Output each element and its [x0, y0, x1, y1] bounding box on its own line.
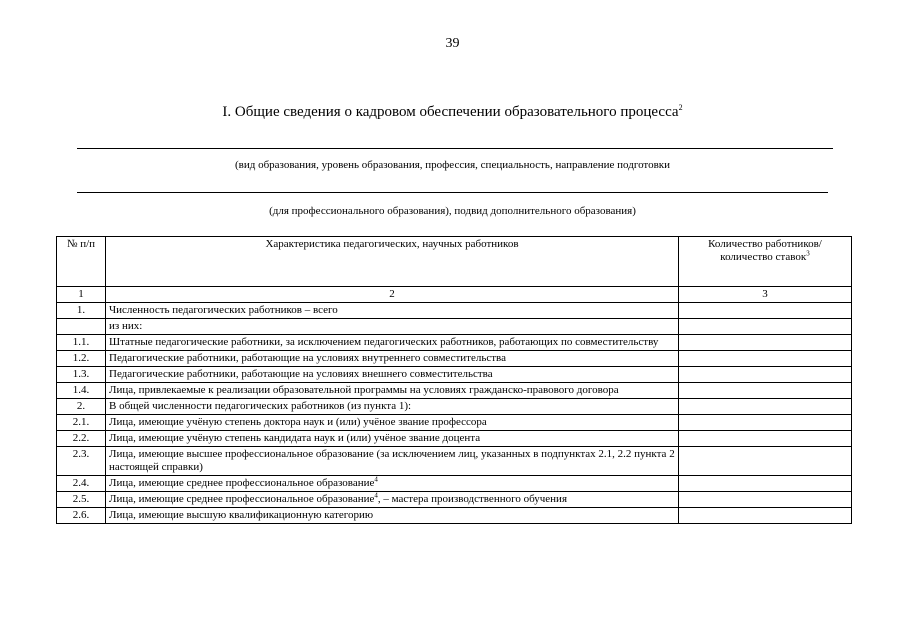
table-row: [57, 383, 852, 399]
document-title: [0, 104, 905, 121]
table-row: [57, 303, 852, 319]
row-description-text: Лица, имеющие среднее профессиональное образование: [109, 493, 375, 505]
row-description-cell: [106, 383, 679, 399]
row-description-cell: [106, 399, 679, 415]
row-description-cell: [106, 335, 679, 351]
footnote-marker: 4: [374, 491, 378, 500]
table-row: [57, 476, 852, 492]
row-description-text: Штатные педагогические работники, за исключением педагогических работников, работающих по совместительству: [109, 336, 659, 348]
row-count-cell[interactable]: [679, 303, 852, 319]
row-number-cell: 2.3.: [57, 447, 106, 476]
footnote-marker: 4: [374, 475, 378, 484]
row-number-cell: 1.1.: [57, 335, 106, 351]
table-row: [57, 399, 852, 415]
table-row: [57, 335, 852, 351]
row-description-text: Численность педагогических работников – всего: [109, 304, 338, 316]
table-header-row: [57, 237, 852, 287]
row-count-cell[interactable]: [679, 351, 852, 367]
row-number-cell: 2.6.: [57, 508, 106, 524]
index-cell: 3: [679, 287, 852, 303]
row-count-cell[interactable]: [679, 383, 852, 399]
row-number-cell: 1.3.: [57, 367, 106, 383]
table-row: [57, 508, 852, 524]
index-cell: 2: [106, 287, 679, 303]
row-description-cell: [106, 303, 679, 319]
fill-in-caption-2: (для профессионального образования), подвид дополнительного образования): [269, 205, 636, 217]
row-number-cell: 1.: [57, 303, 106, 319]
row-description-cell: [106, 319, 679, 335]
row-description-text: Лица, привлекаемые к реализации образовательной программы на условиях гражданско-правового договора: [109, 384, 619, 396]
row-count-cell[interactable]: [679, 476, 852, 492]
row-count-cell[interactable]: [679, 431, 852, 447]
table-row: [57, 447, 852, 476]
index-cell: 1: [57, 287, 106, 303]
table-row: [57, 367, 852, 383]
table-index-row: [57, 287, 852, 303]
row-count-cell[interactable]: [679, 492, 852, 508]
row-description-text: Лица, имеющие высшую квалификационную категорию: [109, 509, 374, 521]
row-description-text: Педагогические работники, работающие на условиях внутреннего совместительства: [109, 352, 506, 364]
row-count-cell[interactable]: [679, 335, 852, 351]
footnote-marker: 2: [678, 103, 683, 112]
document-title-text: I. Общие сведения о кадровом обеспечении образовательного процесса: [222, 104, 679, 120]
table-row: [57, 351, 852, 367]
row-description-text: Лица, имеющие учёную степень доктора наук и (или) учёное звание профессора: [109, 416, 487, 428]
row-count-cell[interactable]: [679, 415, 852, 431]
staffing-table: [56, 236, 852, 524]
fill-in-caption-1: (вид образования, уровень образования, профессия, специальность, направление подготовки: [234, 159, 671, 171]
fill-in-line-2: [77, 192, 828, 193]
row-count-cell[interactable]: [679, 367, 852, 383]
table-row: [57, 431, 852, 447]
row-number-cell: 2.2.: [57, 431, 106, 447]
row-count-cell[interactable]: [679, 319, 852, 335]
row-number-cell: 1.4.: [57, 383, 106, 399]
row-description-text: В общей численности педагогических работников (из пункта 1):: [109, 400, 412, 412]
row-description-cell: [106, 431, 679, 447]
row-description-cell: [106, 351, 679, 367]
row-count-cell[interactable]: [679, 399, 852, 415]
row-number-cell: 2.5.: [57, 492, 106, 508]
table-row: [57, 492, 852, 508]
row-number-cell: [57, 319, 106, 335]
row-count-cell[interactable]: [679, 508, 852, 524]
row-description-text: из них:: [109, 320, 143, 332]
row-description-text: Лица, имеющие высшее профессиональное образование (за исключением лиц, указанных в подпунктах 2.1, 2.2 пункта 2 настоящей справки): [109, 448, 675, 473]
header-count-cell: [679, 237, 852, 287]
row-description-cell: [106, 415, 679, 431]
row-number-cell: 2.1.: [57, 415, 106, 431]
row-description-cell: [106, 508, 679, 524]
row-description-cell: [106, 492, 679, 508]
row-number-cell: 2.: [57, 399, 106, 415]
row-number-cell: 1.2.: [57, 351, 106, 367]
row-description-text: Лица, имеющие учёную степень кандидата наук и (или) учёное звание доцента: [109, 432, 481, 444]
row-number-cell: 2.4.: [57, 476, 106, 492]
row-description-text: Лица, имеющие среднее профессиональное образование: [109, 477, 375, 489]
page-number: 39: [445, 36, 460, 51]
row-description-text: , – мастера производственного обучения: [377, 493, 568, 505]
row-description-cell: [106, 476, 679, 492]
row-description-text: Педагогические работники, работающие на условиях внешнего совместительства: [109, 368, 493, 380]
header-count-text: Количество работников/ количество ставок: [708, 238, 822, 263]
fill-in-line-1: [77, 148, 833, 149]
footnote-marker: 3: [806, 249, 810, 258]
table-row: [57, 415, 852, 431]
table-row: [57, 319, 852, 335]
header-characteristic-cell: Характеристика педагогических, научных работников: [106, 237, 679, 287]
row-description-cell: [106, 447, 679, 476]
header-number-cell: № п/п: [57, 237, 106, 287]
row-count-cell[interactable]: [679, 447, 852, 476]
row-description-cell: [106, 367, 679, 383]
